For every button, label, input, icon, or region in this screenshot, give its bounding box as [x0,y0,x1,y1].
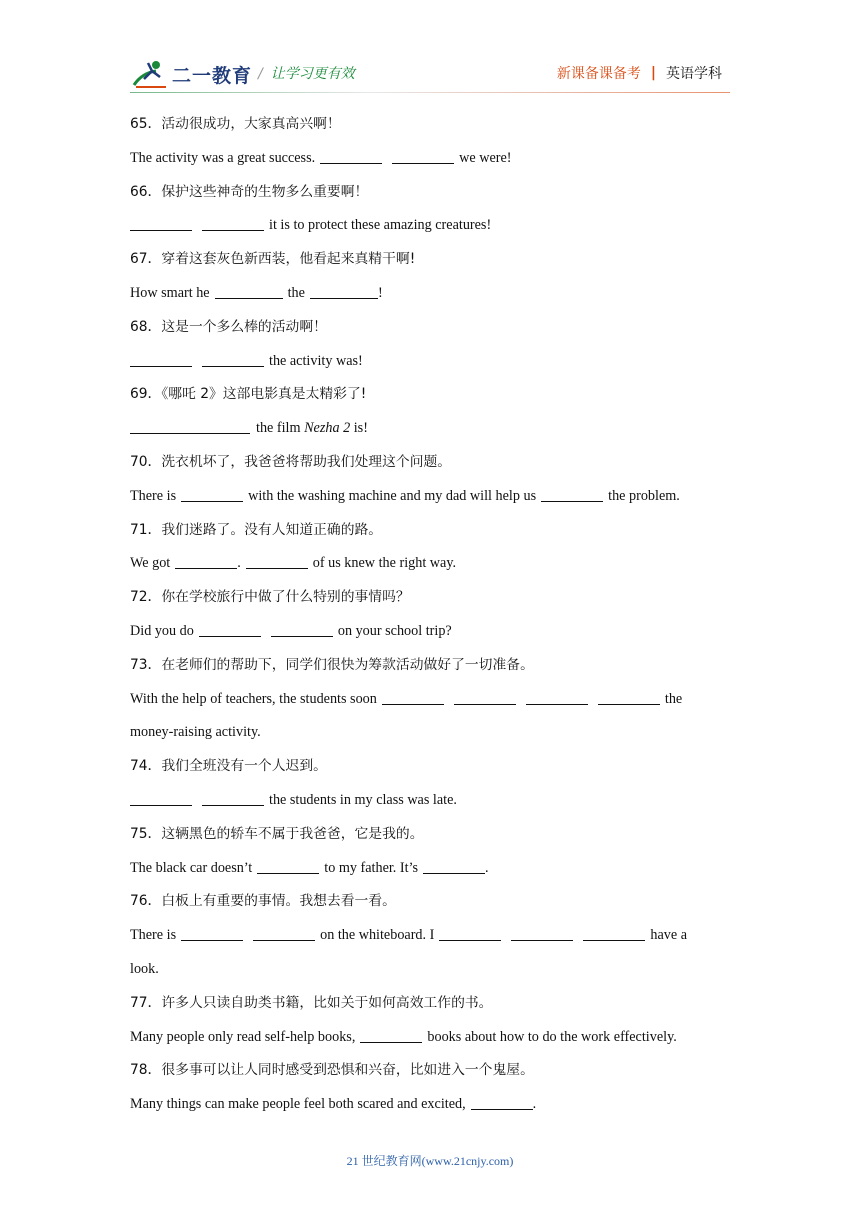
header-subject [557,63,722,83]
page-header [130,52,730,92]
header-separator: | [650,65,656,81]
question-78-sentence [130,1088,730,1122]
question-75-prompt: 75．这辆黑色的轿车不属于我爸爸，它是我的。 [130,825,424,842]
question-68-sentence [130,345,730,379]
sentence-text: have a [650,927,687,944]
question-72-sentence [130,615,730,649]
question-75-sentence [130,852,730,886]
question-65-prompt: 65．活动很成功，大家真高兴啊！ [130,116,341,132]
answer-blank[interactable] [382,689,444,705]
sentence-text: The black car doesn’t [130,859,253,876]
sentence-text: the students in my class was late. [269,791,457,808]
answer-blank[interactable] [246,553,308,569]
sentence-text: There is [130,927,177,944]
sentence-text: the problem. [608,487,680,504]
sentence-text: The activity was a great success. [130,149,316,166]
sentence-text: of us knew the right way. [312,555,457,572]
question-70-sentence [130,480,730,514]
sentence-text: the activity was! [269,352,363,369]
question-73-sentence [130,683,730,717]
header-subject-label: 英语学科 [666,66,722,82]
sentence-text: the film [256,420,301,437]
answer-blank[interactable] [454,689,516,705]
sentence-text: the [287,284,305,301]
question-77-sentence [130,1021,730,1055]
answer-blank[interactable] [598,689,660,705]
answer-blank[interactable] [181,925,243,941]
answer-blank[interactable] [526,689,588,705]
answer-blank[interactable] [310,283,378,299]
sentence-text: the [664,690,683,707]
question-74-prompt: 74．我们全班没有一个人迟到。 [130,758,327,775]
question-71-sentence [130,547,730,581]
question-66-sentence [130,209,730,243]
answer-blank[interactable] [130,418,250,434]
answer-blank[interactable] [215,283,283,299]
answer-blank[interactable] [199,621,261,637]
answer-blank[interactable] [202,790,264,806]
sentence-text: we were! [459,149,512,166]
sentence-text: on your school trip? [337,622,452,639]
sentence-text: with the washing machine and my dad will help us [248,487,537,504]
answer-blank[interactable] [130,790,192,806]
sentence-text: it is to protect these amazing creatures! [269,217,492,234]
question-76-prompt: 76．白板上有重要的事情。我想去看一看。 [130,893,396,910]
question-66-prompt: 66．保护这些神奇的生物多么重要啊！ [130,183,369,200]
question-67-prompt: 67．穿着这套灰色新西装，他看起来真精干啊! [130,251,416,268]
sentence-text: There is [130,487,177,504]
answer-blank[interactable] [423,858,485,874]
answer-blank[interactable] [253,925,315,941]
sentence-text: is! [353,420,368,437]
question-78-prompt: 78．很多事可以让人同时感受到恐惧和兴奋，比如进入一个鬼屋。 [130,1062,534,1079]
question-74-sentence [130,784,730,818]
answer-blank[interactable] [360,1027,422,1043]
question-70-prompt: 70．洗衣机坏了，我爸爸将帮助我们处理这个问题。 [130,453,452,470]
sentence-text: . [532,1096,537,1113]
question-list [130,108,730,1122]
slogan-text: 让学习更有效 [270,66,355,82]
sentence-text: to my father. It’s [324,859,419,876]
sentence-text: Many people only read self-help books, [130,1028,356,1045]
answer-blank[interactable] [511,925,573,941]
question-76-sentence [130,919,730,953]
sentence-text: books about how to do the work effectively. [427,1028,677,1045]
answer-blank[interactable] [541,486,603,502]
answer-blank[interactable] [392,148,454,164]
question-69-prompt: 69．《哪吒 2》这部电影真是太精彩了! [130,386,367,403]
page-footer[interactable]: 21 世纪教育网(www.21cnjy.com) [346,1154,514,1168]
logo [130,58,252,90]
answer-blank[interactable] [320,148,382,164]
header-divider [130,92,730,93]
answer-blank[interactable] [130,351,192,367]
sentence-text: . [237,555,241,572]
question-65-sentence [130,142,730,176]
film-title: Nezha 2 [304,420,351,437]
answer-blank[interactable] [130,215,192,231]
answer-blank[interactable] [271,621,333,637]
answer-blank[interactable] [471,1094,533,1110]
answer-blank[interactable] [181,486,243,502]
question-72-prompt: 72．你在学校旅行中做了什么特别的事情吗？ [130,589,410,606]
sentence-text: Many things can make people feel both scared and excited, [130,1096,466,1113]
sentence-text: on the whiteboard. I [320,927,435,944]
question-76-continuation: look. [130,960,159,977]
answer-blank[interactable] [175,553,237,569]
answer-blank[interactable] [202,215,264,231]
answer-blank[interactable] [257,858,319,874]
answer-blank[interactable] [583,925,645,941]
logo-text: 二一教育 [172,64,253,87]
question-69-sentence [130,412,730,446]
question-73-continuation: money-raising activity. [130,724,261,741]
sentence-text: ! [377,284,383,301]
answer-blank[interactable] [439,925,501,941]
runner-logo-icon [130,59,170,89]
question-71-prompt: 71．我们迷路了。没有人知道正确的路。 [130,521,383,538]
answer-blank[interactable] [202,351,264,367]
slogan: / 让学习更有效 [258,66,355,82]
sentence-text: . [485,859,489,876]
question-73-prompt: 73．在老师们的帮助下，同学们很快为筹款活动做好了一切准备。 [130,656,534,673]
sentence-text: We got [130,555,171,572]
question-77-prompt: 77．许多人只读自助类书籍，比如关于如何高效工作的书。 [130,994,493,1011]
sentence-text: How smart he [130,284,210,301]
header-course-label: 新课备课备考 [556,66,641,82]
sentence-text: Did you do [130,622,194,639]
question-68-prompt: 68．这是一个多么棒的活动啊！ [130,318,327,335]
question-67-sentence [130,277,730,311]
sentence-text: With the help of teachers, the students soon [130,690,377,707]
